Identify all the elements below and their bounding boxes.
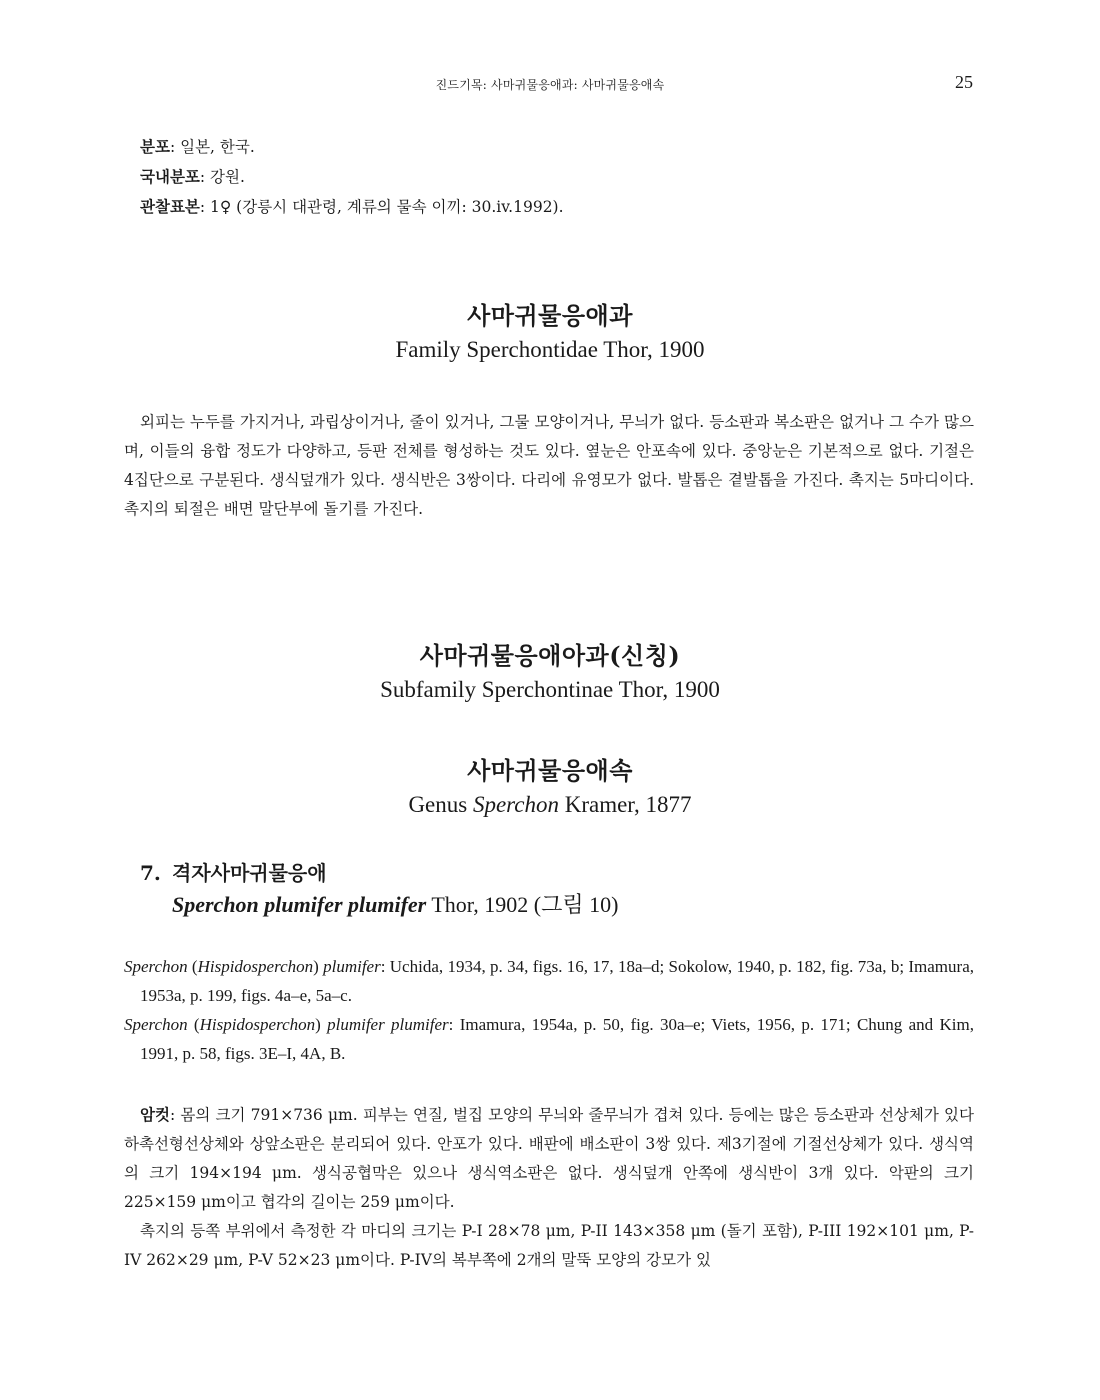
female-description-text: : 몸의 크기 791×736 μm. 피부는 연질, 벌집 모양의 무늬와 줄무늬가 겹쳐 있다. 등에는 많은 등소판과 선상체가 있다 하촉선형선상체와 상앞소판은 분리되어 있다. 안포가 있다. 배판에 배소판이 3쌍 있다. 제3기절에 기절선상체가 있다. 생식역의 크기 194×194 μm. 생식공협막은 있으나 생식역소판은 없다. 생식덮개 안쪽에 생식반이 3개 있다. 악판의 크기 225×159 μm이고 협각의 길이는 259 μm이다. <box>124 1106 974 1211</box>
ref-genus: Sperchon <box>124 1015 188 1034</box>
ref-citation: : Imamura, 1954a, p. 50, fig. 30a–e; Viets, 1956, p. 171; Chung and Kim, 1991, p. 58, figs. 3E–I, 4A, B. <box>140 1015 974 1063</box>
reference-item: Sperchon (Hispidosperchon) plumifer plumifer: Imamura, 1954a, p. 50, fig. 30a–e; Viets, 1956, p. 171; Chung and Kim, 1991, p. 58, figs. 3E–I, 4A, B. <box>124 1015 974 1063</box>
subfamily-title-en: Subfamily Sperchontinae Thor, 1900 <box>380 677 720 702</box>
examined-specimen-label: 관찰표본 <box>140 197 200 216</box>
ref-genus: Sperchon <box>124 957 188 976</box>
family-title-kr: 사마귀물응애과 <box>467 301 633 330</box>
palp-description-text: 촉지의 등쪽 부위에서 측정한 각 마디의 크기는 P-I 28×78 μm, P-II 143×358 μm (돌기 포함), P-III 192×101 μm, P-IV 262×29 μm, P-V 52×23 μm이다. P-IV의 복부쪽에 2개의 말뚝 모양의 강모가 있 <box>124 1222 974 1269</box>
subfamily-heading <box>0 636 1100 703</box>
reference-item: Sperchon (Hispidosperchon) plumifer: Uchida, 1934, p. 34, figs. 16, 17, 18a–d; Sokolow, 1940, p. 182, fig. 73a, b; Imamura, 1953a, p. 199, figs. 4a–e, 5a–c. <box>124 957 974 1005</box>
examined-specimen-value: : 1♀ (강릉시 대관령, 계류의 물속 이끼: 30.iv.1992). <box>199 198 564 216</box>
species-number: 7. <box>140 861 161 885</box>
family-description-text: 외피는 누두를 가지거나, 과립상이거나, 줄이 있거나, 그물 모양이거나, 무늬가 없다. 등소판과 복소판은 없거나 그 수가 많으며, 이들의 융합 정도가 다양하고, 등판 전체를 형성하는 것도 있다. 옆눈은 안포속에 있다. 중앙눈은 기본적으로 없다. 기절은 4집단으로 구분된다. 생식덮개가 있다. 생식반은 3쌍이다. 다리에 유영모가 없다. 발톱은 곁발톱을 가진다. 촉지는 5마디이다. 촉지의 퇴절은 배면 말단부에 돌기를 가진다. <box>124 413 974 518</box>
species-heading <box>140 857 618 921</box>
genus-name: Sperchon <box>472 792 559 817</box>
family-title-en: Family Sperchontidae Thor, 1900 <box>395 337 705 362</box>
genus-prefix: Genus <box>408 792 473 817</box>
distribution-value: : 일본, 한국. <box>169 138 255 156</box>
examined-specimen-line <box>140 192 564 222</box>
distribution-line <box>140 132 564 162</box>
distribution-label: 분포 <box>140 137 170 156</box>
ref-subgenus: Hispidosperchon <box>199 1015 316 1034</box>
page-number: 25 <box>955 72 973 92</box>
genus-heading <box>0 751 1100 818</box>
domestic-distribution-value: : 강원. <box>199 168 245 186</box>
species-line-kr <box>140 857 618 889</box>
family-description <box>124 408 974 524</box>
genus-title-kr: 사마귀물응애속 <box>467 756 633 785</box>
synonymy-references <box>124 952 974 1068</box>
ref-species: plumifer <box>323 957 381 976</box>
domestic-distribution-line <box>140 162 564 192</box>
domestic-distribution-label: 국내분포 <box>140 167 200 186</box>
family-heading <box>0 296 1100 363</box>
ref-citation: : Uchida, 1934, p. 34, figs. 16, 17, 18a–d; Sokolow, 1940, p. 182, fig. 73a, b; Imamura, 1953a, p. 199, figs. 4a–e, 5a–c. <box>140 957 974 1005</box>
species-name-kr: 격자사마귀물응애 <box>172 861 327 885</box>
specimen-meta <box>140 132 564 222</box>
genus-author: Kramer, 1877 <box>558 792 692 817</box>
species-line-sci <box>140 889 618 921</box>
subfamily-title-kr: 사마귀물응애아과(신칭) <box>419 641 681 670</box>
genus-title-en <box>0 792 1100 818</box>
female-label: 암컷 <box>140 1105 170 1124</box>
running-head: 진드기목: 사마귀물응애과: 사마귀물응애속 <box>435 78 665 92</box>
female-description <box>124 1100 974 1275</box>
ref-species: plumifer plumifer <box>327 1015 449 1034</box>
species-sci-name: Sperchon plumifer plumifer <box>172 892 427 917</box>
ref-subgenus: Hispidosperchon <box>197 957 314 976</box>
species-author: Thor, 1902 (그림 10) <box>426 892 619 917</box>
